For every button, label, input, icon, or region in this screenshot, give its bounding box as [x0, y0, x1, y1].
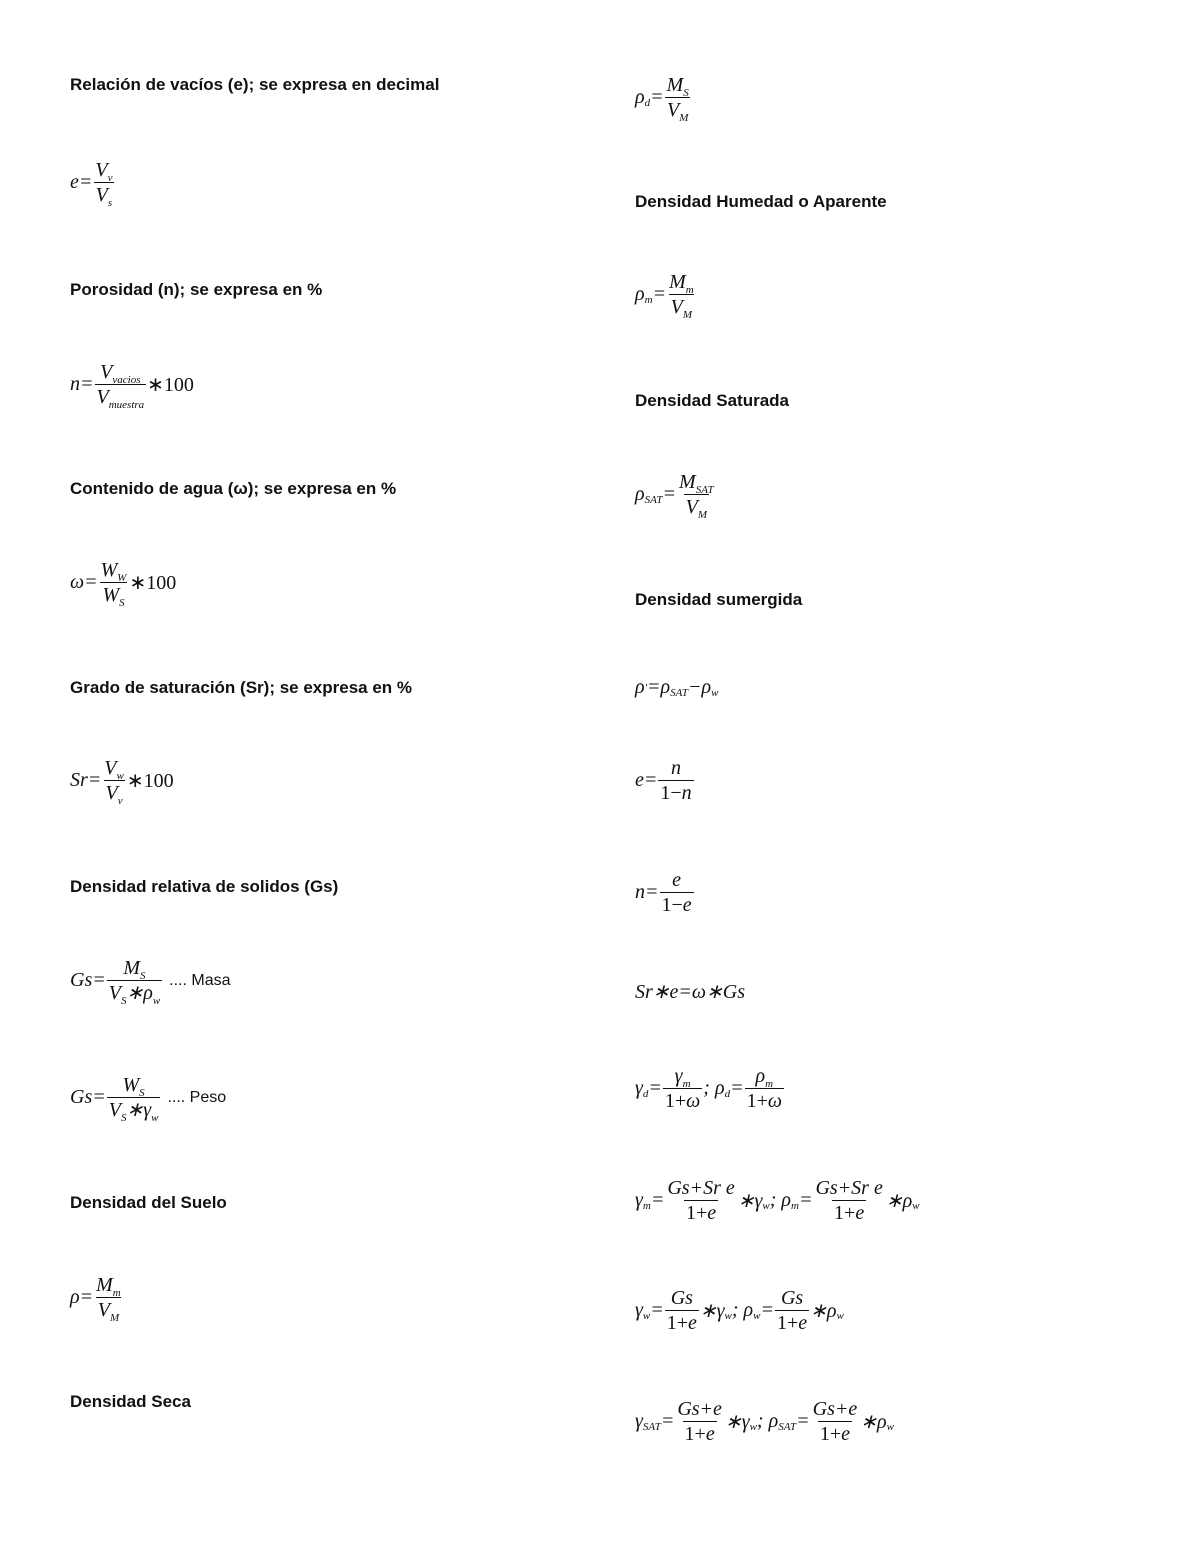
formula-water-content: ω= $W_W$ $W_S$ ∗100 — [70, 559, 177, 609]
heading-relacion-vacios: Relación de vacíos (e); se expresa en decimal — [70, 75, 440, 94]
formula-saturation: Sr= $V_w$ $V_v$ ∗100 — [70, 757, 174, 807]
heading-densidad-humedad: Densidad Humedad o Aparente — [635, 192, 887, 211]
formula-n-from-e: n= e 1−e — [635, 869, 692, 916]
heading-grado-saturacion: Grado de saturación (Sr); se expresa en % — [70, 678, 413, 697]
heading-densidad-sumergida: Densidad sumergida — [635, 590, 803, 609]
formula-void-ratio: e= $V_v$ $V_s$ — [70, 159, 113, 209]
formula-gs-peso: Gs= $W_S$ $V_S∗\gamma_w$ .... Peso — [70, 1074, 227, 1124]
formula-gamma-d: γ d = $\gamma_m$ 1+ω ; ρ d = $\rho_m$ 1+ω — [635, 1065, 782, 1112]
note-masa: .... Masa — [169, 971, 231, 989]
formula-gs-masa: Gs= $M_S$ $V_S∗\rho_w$ .... Masa — [70, 957, 231, 1007]
heading-densidad-saturada: Densidad Saturada — [635, 391, 789, 410]
formula-saturated-density: ρ SAT = $M_{SAT}$ $V_M$ — [635, 471, 714, 521]
heading-densidad-seca: Densidad Seca — [70, 1392, 191, 1411]
formula-submerged-density: ρ ' =ρ SAT −ρ w — [635, 676, 719, 699]
heading-densidad-relativa: Densidad relativa de solidos (Gs) — [70, 877, 339, 896]
heading-porosidad: Porosidad (n); se expresa en % — [70, 280, 323, 299]
heading-contenido-agua: Contenido de agua (ω); se expresa en % — [70, 479, 397, 498]
formula-porosity: n= $V_{vacios}$ $V_{muestra}$ ∗100 — [70, 361, 194, 411]
formula-gamma-sat: γ SAT = Gs+e 1+e ∗γ w ; ρ SAT = Gs+e 1+e ∗ρ w — [635, 1398, 894, 1445]
formula-gamma-w: γ w = Gs 1+e ∗γ w ; ρ w = Gs 1+e ∗ρ w — [635, 1287, 844, 1334]
formula-soil-density: ρ= $M_m$ $V_M$ — [70, 1274, 121, 1324]
note-peso: .... Peso — [167, 1088, 227, 1106]
formula-sr-e-relation: Sr∗e=ω∗Gs — [635, 981, 746, 1003]
formula-gamma-m: γ m = Gs+Sr e 1+e ∗γ w ; ρ m = Gs+Sr e 1+e ∗ρ w — [635, 1177, 920, 1224]
heading-densidad-suelo: Densidad del Suelo — [70, 1193, 227, 1212]
formula-e-from-n: e= n 1−n — [635, 757, 692, 804]
formula-moist-density: ρ m = $M_m$ $V_M$ — [635, 271, 694, 321]
formula-dry-density: ρ d = $M_S$ $V_M$ — [635, 74, 689, 124]
